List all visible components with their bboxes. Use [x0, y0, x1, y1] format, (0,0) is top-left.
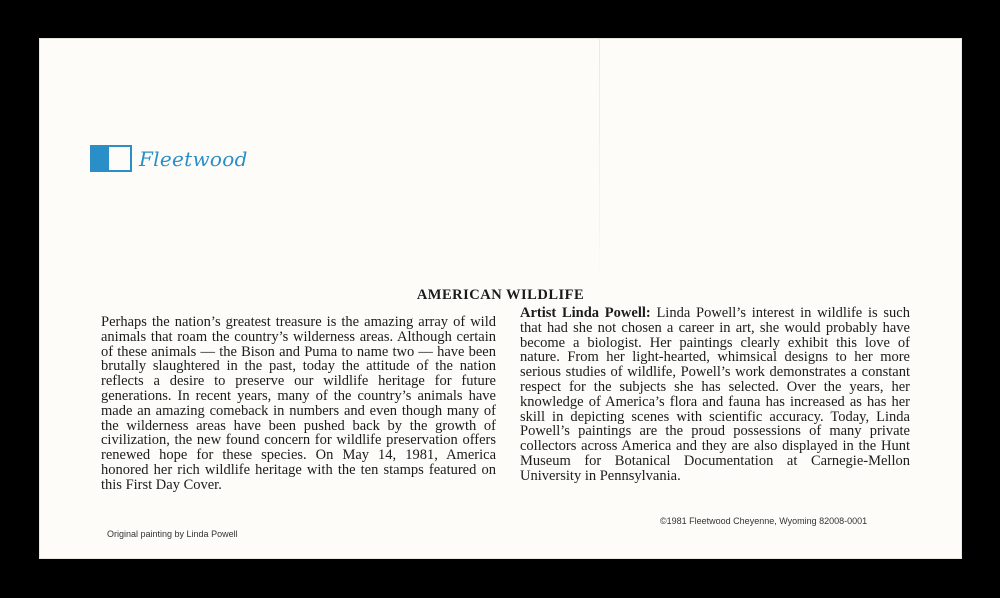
logo-mark-icon — [90, 145, 132, 172]
right-column-text — [520, 306, 910, 484]
artist-bio: Linda Powell’s interest in wildlife is such that had she not chosen a career in art, she would probably have become a biologist. Her paintings clearly exhibit this love of nature. From her light-hearted, whimsical designs to her more serious studies of wildlife, Powell’s work demonstrates a constant respect for the subjects she has selected. Over the years, her knowledge of America’s flora and fauna has increased as has her skill in depicting scenes with scientific accuracy. Today, Linda Powell’s paintings are the proud possessions of many private collectors across America and they are also displayed in the Hunt Museum for Botanical Documentation at Carnegie-Mellon University in Pennsylvania. — [520, 305, 910, 484]
fleetwood-logo — [90, 145, 248, 172]
painting-credit: Original painting by Linda Powell — [107, 529, 238, 539]
cover-card — [39, 38, 962, 559]
logo-mark-fill — [92, 147, 109, 170]
envelope-flap-crease — [599, 38, 600, 278]
artist-heading: Artist Linda Powell: — [520, 305, 651, 321]
page-title: AMERICAN WILDLIFE — [416, 287, 585, 303]
left-column-text: Perhaps the nation’s greatest treasure is the amazing array of wild animals that roam the country’s wilderness areas. Although certain of these animals — the Bison and Puma to name two — have been brutally slaughtered in the past, today the attitude of the nation reflects a desire to preserve our wildlife heritage for future generations. In recent years, many of the country’s animals have made an amazing comeback in numbers and even though many of the wilderness areas have been pushed back by the growth of civilization, the new found concern for wildlife preservation offers renewed hope for these species. On May 14, 1981, America honored her rich wildlife heritage with the ten stamps featured on this First Day Cover. — [101, 314, 496, 493]
copyright-line: ©1981 Fleetwood Cheyenne, Wyoming 82008-0001 — [660, 516, 868, 526]
logo-wordmark: Fleetwood — [139, 146, 248, 171]
